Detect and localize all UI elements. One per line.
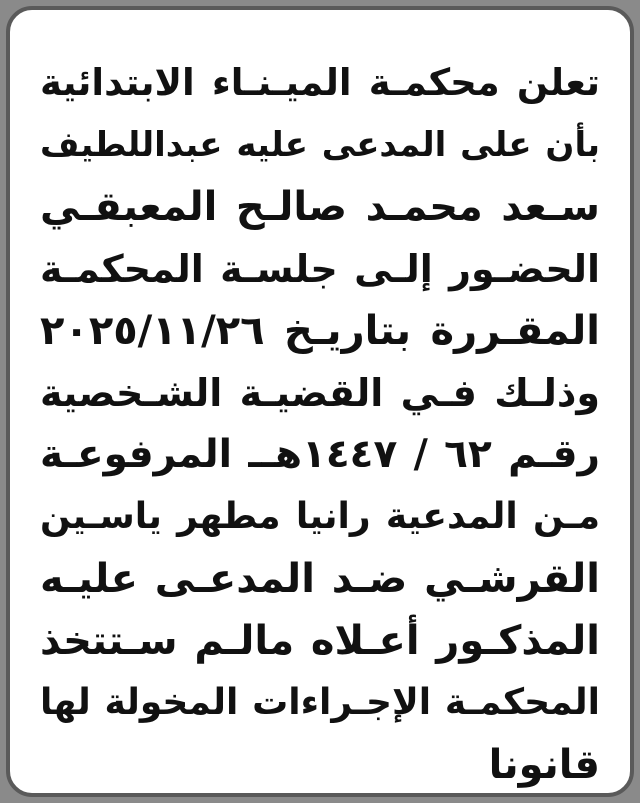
notice-line-last: قانونا: [488, 742, 600, 788]
notice-line: المقـررة بتاريـخ ٢٠٢٥/١١/٢٦: [40, 308, 600, 354]
notice-line: المحكمـة الإجـراءات المخولة لها: [40, 682, 600, 723]
notice-line: تعلن محكمـة الميـنـاء الابتدائية: [40, 61, 600, 104]
notice-line: رقـم ٦٢ / ١٤٤٧هــ المرفوعـة: [40, 432, 601, 477]
notice-line: بأن على المدعى عليه عبداللطيف: [40, 125, 600, 165]
court-notice-text: [40, 52, 600, 796]
notice-frame: [6, 6, 634, 797]
notice-line: مـن المدعية رانيا مطهر ياسـين: [40, 496, 600, 537]
notice-line: وذلـك فـي القضيـة الشـخصية: [40, 371, 600, 415]
notice-line: المذكـور أعـلاه مالـم سـتتخذ: [40, 618, 600, 664]
notice-line: سـعد محمـد صالـح المعبقـي: [40, 184, 600, 230]
notice-line: الحضـور إلـى جلسـة المحكمـة: [40, 247, 600, 291]
notice-line: القرشـي ضـد المدعـى عليـه: [40, 556, 600, 602]
